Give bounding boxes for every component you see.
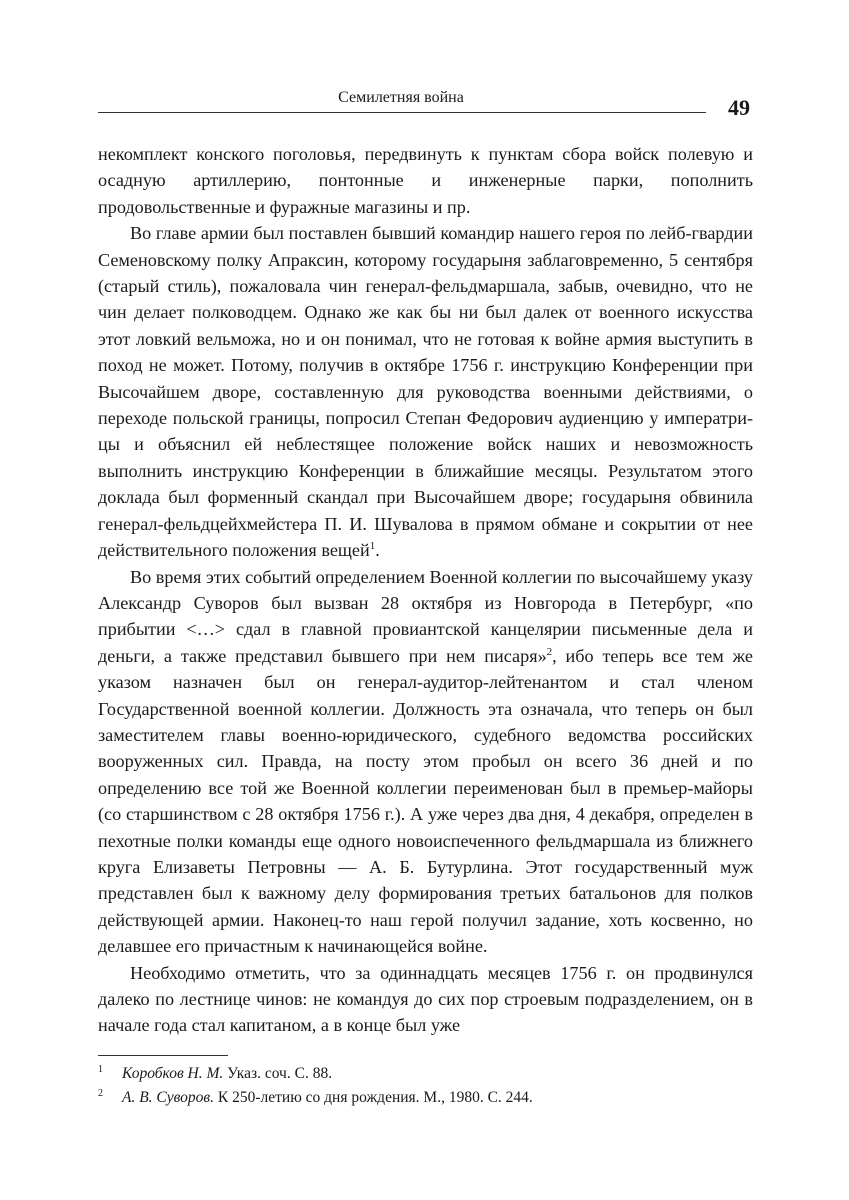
- body-text: [98, 141, 753, 1039]
- footnote-2-author: А. В. Суворов.: [122, 1089, 215, 1106]
- header-rule: [98, 112, 706, 113]
- paragraph-3-continuation: , ибо теперь все тем же указом назначен был он генерал-аудитор-лейтенантом и стал членом Государственной военной коллегии. Должность эта означала, что теперь он был заместителем главы военно-юридического, судебного ведомства российских вооруженных сил. Правда, на посту этом пробыл он всего 36 дней и по определению все той же Военной коллегии переименован был в премьер-майоры (со старшинством с 28 октября 1756 г.). А уже через два дня, 4 декабря, определен в пехотные полки команды еще одного новоиспеченного фельдмаршала из ближнего круга Елизаветы Петровны — А. Б. Бутурлина. Этот государственный муж представлен был к важному делу формирования третьих батальонов для полков действующей армии. Наконец-то наш герой получил задание, хоть косвенно, но делавшее его причастным к начинающейся войне.: [98, 645, 753, 957]
- footnote-rule: [98, 1055, 228, 1056]
- paragraph-4: [98, 960, 753, 1039]
- paragraph-1-text: некомплект конского поголовья, передвинуть к пунктам сбора войск полевую и осадную артиллерию, понтонные и инженерные парки, пополнить продовольственные и фуражные магазины и пр.: [98, 144, 753, 217]
- footnote-ref-2[interactable]: 2: [546, 645, 553, 658]
- paragraph-3: [98, 564, 753, 960]
- paragraph-2: [98, 220, 753, 563]
- footnote-2: 2 А. В. Суворов. К 250-летию со дня рождения. М., 1980. С. 244.: [98, 1087, 533, 1106]
- paragraph-2-text: Во главе армии был поставлен бывший командир нашего героя по лейб-гвардии Семеновскому полку Апраксин, которому государыня заблаговременно, 5 сентября (старый стиль), пожаловала чин генерал-фельдмаршала, забыв, очевидно, что не чин делает полководцем. Однако же как бы ни был далек от военного искусства этот ловкий вельможа, но и он понимал, что не готовая к войне армия выступить в поход не может. Потому, получив в октябре 1756 г. инструкцию Конференции при Высочайшем дворе, составленную для руководства военными действиями, о переходе польской границы, попросил Степан Федорович аудиенцию у императрицы и объяснил ей неблестящее положение войск наших и невозможность выполнить инструкцию Конференции в ближайшие месяцы. Результатом этого доклада был форменный скандал при Высочайшем дворе; государыня обвинила генерал-фельдцейхмейстера П. И. Шувалова в прямом обмане и сокрытии от нее действительного положения вещей: [98, 223, 753, 561]
- paragraph-1: [98, 141, 753, 220]
- running-title: Семилетняя война: [338, 89, 464, 106]
- paragraph-4-text: Необходимо отметить, что за одиннадцать месяцев 1756 г. он продвинулся далеко по лестнице чинов: не командуя до сих пор строевым подразделением, он в начале года стал капитаном, а в конце был уже: [98, 962, 753, 1036]
- footnote-1-author: Коробков Н. М.: [122, 1065, 224, 1082]
- paragraph-3-text: Во время этих событий определением Военной коллегии по высочайшему указу Александр Суворов был вызван 28 октября из Новгорода в Петербург, «по прибытии <…> сдал в главной провиантской канцелярии письменные дела и деньги, а также представил бывшего при нем писаря»: [98, 566, 754, 666]
- footnote-1-text: Указ. соч. С. 88.: [223, 1065, 333, 1082]
- footnote-1: 1 Коробков Н. М. Указ. соч. С. 88.: [98, 1063, 333, 1082]
- paragraph-2-end: .: [375, 540, 380, 561]
- footnotes: [98, 1062, 753, 1110]
- page-number: 49: [728, 95, 750, 120]
- footnote-2-text: К 250-летию со дня рождения. М., 1980. С. 244.: [214, 1089, 533, 1106]
- footnote-ref-1[interactable]: 1: [369, 540, 376, 553]
